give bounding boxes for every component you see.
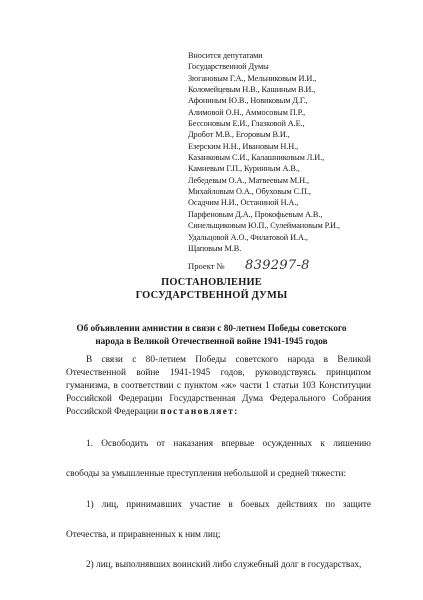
clause-1-item-2-line1: 2) лиц, выполнявших воинский либо служебный долг в государствах, [86,560,362,570]
submitters-line: Михайловым О.А., Обуховым С.П., [188,187,311,197]
preamble-line [66,406,371,419]
submitters-line: Лебедевым О.А., Матвеевым М.Н., [188,175,309,185]
submitters-line: Алимовой О.Н., Аммосовым П.Р., [188,107,306,117]
preamble-line: В связи с 80-летием Победы советского народа в Великой [86,355,371,365]
clause-1-line1: 1. Освободить от наказания впервые осужденных к лишению [86,439,371,449]
submitters-line: Зюгановым Г.А., Мельниковым И.И., [188,73,317,83]
submitters-line: Парфеновым Д.А., Прокофьевым А.В., [188,209,323,219]
clause-1-item-1-line2: Отечества, и приравненных к ним лиц; [66,530,221,540]
project-number-handwritten: 839297-8 [245,258,310,273]
subject-line2: народа в Великой Отечественной войне 1941-1945 годов [95,335,328,346]
submitters-line: Коломейцевым Н.В., Кашиным В.И., [188,85,316,95]
resolves-keyword: постановляет: [160,407,239,417]
submitters-line: Щаповым М.В. [188,243,242,253]
document-title-line2: ГОСУДАРСТВЕННОЙ ДУМЫ [135,290,288,301]
subject-line1: Об объявлении амнистии в связи с 80-летием Победы советского [76,323,347,333]
preamble-line: Отечественной войне 1941-1945 годов, руководствуясь принципом [66,368,371,378]
submitters-line: Камневым Г.П., Куринным А.В., [188,164,300,174]
preamble-line: гуманизма, в соответствии с пунктом «ж» части 1 статьи 103 Конституции [66,381,371,391]
submitters-line: Езерским Н.Н., Ивановым Н.Н., [188,141,299,151]
submitters-line: Синельщиковым Ю.П., Сулеймановым Р.И., [188,221,340,231]
submitters-line: Бессоновым Е.И., Глазковой А.Е., [188,119,305,129]
submitters-line: Государственной Думы [188,62,269,72]
project-number-line [188,258,310,273]
submitters-line: Дробот М.В., Егоровым В.И., [188,130,290,140]
document-subject [30,322,393,348]
submitters-block [188,50,408,254]
preamble-line: Российской Федерации Государственная Дума Федерального Собрания [66,394,371,404]
clause-1-line2: свободы за умышленные преступления небольшой и средней тяжести: [66,469,347,479]
submitters-line: Осадчим Н.И., Останиной Н.А., [188,198,299,208]
document-title-line1: ПОСТАНОВЛЕНИЕ [161,277,262,288]
document-title [0,276,423,302]
project-label: Проект № [188,261,225,271]
submitters-line: Удальцовой А.О., Филатовой И.А., [188,232,308,242]
submitters-line: Афониным Ю.В., Новиковым Д.Г., [188,96,308,106]
submitters-line: Казанковым С.И., Калашниковым Л.И., [188,153,325,163]
submitters-line: Вносится депутатами [188,51,263,60]
preamble-line5-text: Российской Федерации [66,407,161,417]
clause-1-item-1-line1: 1) лиц, принимавших участие в боевых действиях по защите [86,500,371,510]
preamble-paragraph [66,354,371,419]
